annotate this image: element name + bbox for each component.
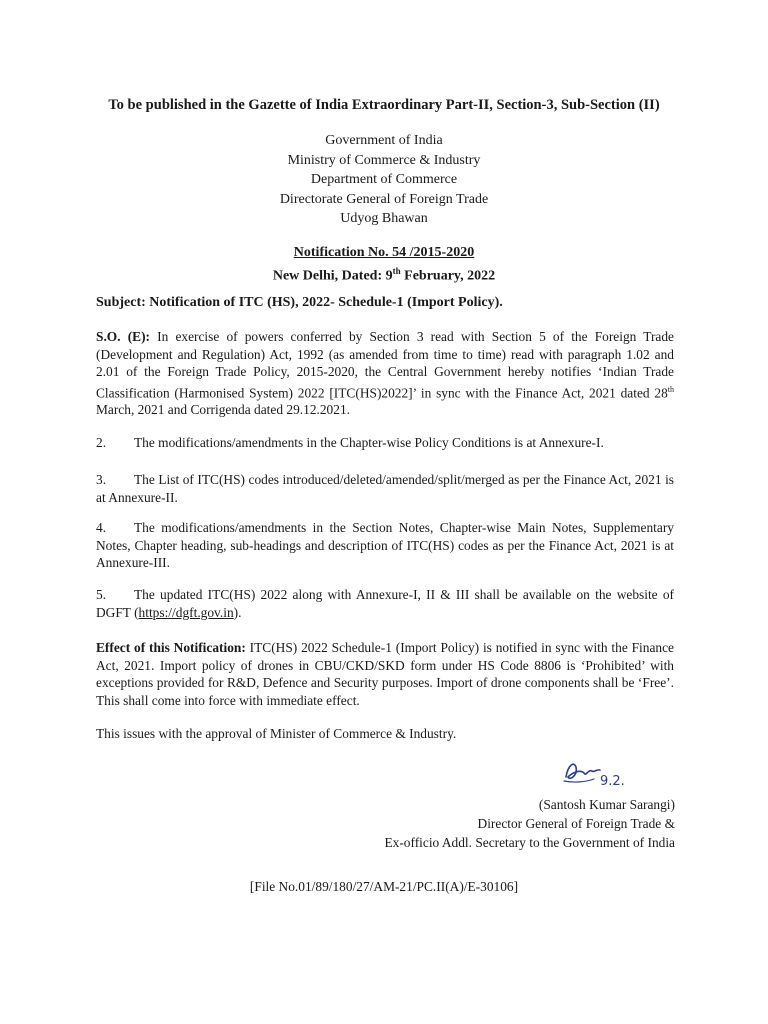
- so-label: S.O. (E):: [96, 329, 151, 344]
- signatory-title-2: Ex-officio Addl. Secretary to the Government of India: [384, 835, 675, 850]
- gazette-header: To be published in the Gazette of India Extraordinary Part-II, Section-3, Sub-Section (II): [108, 97, 660, 113]
- paragraph-2: 2. The modifications/amendments in the Chapter-wise Policy Conditions is at Annexure-I.: [96, 435, 604, 450]
- signatory-name: (Santosh Kumar Sarangi): [538, 797, 675, 812]
- paragraph-3: 3. The List of ITC(HS) codes introduced/deleted/amended/split/merged as per the Finance Act, 2021 is at Annexure-II.: [96, 472, 674, 505]
- paragraph-5: 5. The updated ITC(HS) 2022 along with Annexure-I, II & III shall be available on the website of DGFT (https://dgft.gov.in).: [96, 587, 674, 620]
- so-paragraph: S.O. (E): In exercise of powers conferred by Section 3 read with Section 5 of the Foreign Trade (Development and Regulation) Act, 1992 (as amended from time to time) read with paragraph 1.02 and 2.01 of the Foreign Trade Policy, 2015-2020, the Central Government hereby notifies ‘Indian Trade Classification (Harmonised System) 2022 [ITC(HS)2022]’ in sync with the Finance Act, 2021 dated 28th March, 2021 and Corrigenda dated 29.12.2021.: [96, 329, 674, 418]
- effect-label: Effect of this Notification:: [96, 640, 246, 655]
- handwritten-signature: [560, 755, 640, 791]
- notification-date: New Delhi, Dated: 9th February, 2022: [272, 266, 496, 284]
- signatory-block: [300, 795, 675, 852]
- paragraph-4: 4. The modifications/amendments in the Section Notes, Chapter-wise Main Notes, Supplementary Notes, Chapter heading, sub-headings and description of ITC(HS) codes as per the Finance Act, 2021 is at Annexure-III.: [96, 520, 674, 570]
- effect-paragraph: Effect of this Notification: ITC(HS) 2022 Schedule-1 (Import Policy) is notified in sync with the Finance Act, 2021. Import policy of drones in CBU/CKD/SKD form under HS Code 8806 is ‘Prohibited’ with exceptions provided for R&D, Defence and Security purposes. Import of drone components shall be ‘Free’. This shall come into force with immediate effect.: [96, 640, 674, 708]
- approval-line: This issues with the approval of Minister of Commerce & Industry.: [96, 726, 457, 741]
- gov-line-1: Government of India: [325, 133, 443, 148]
- signature-date: 9.2.: [600, 774, 625, 789]
- issuing-authority: [0, 131, 768, 229]
- signatory-title-1: Director General of Foreign Trade &: [477, 816, 675, 831]
- gov-line-2: Ministry of Commerce & Industry: [287, 152, 481, 168]
- gov-line-3: Department of Commerce: [310, 172, 458, 187]
- gov-line-5: Udyog Bhawan: [340, 211, 428, 226]
- dgft-website-link[interactable]: https://dgft.gov.in: [138, 604, 234, 620]
- file-reference: [File No.01/89/180/27/AM-21/PC.II(A)/E-30106]: [249, 879, 519, 894]
- notification-number: Notification No. 54 /2015-2020: [293, 245, 475, 260]
- subject-line: Subject: Notification of ITC (HS), 2022- Schedule-1 (Import Policy).: [96, 295, 503, 310]
- notification-heading: [0, 243, 768, 286]
- gov-line-4: Directorate General of Foreign Trade: [279, 191, 489, 207]
